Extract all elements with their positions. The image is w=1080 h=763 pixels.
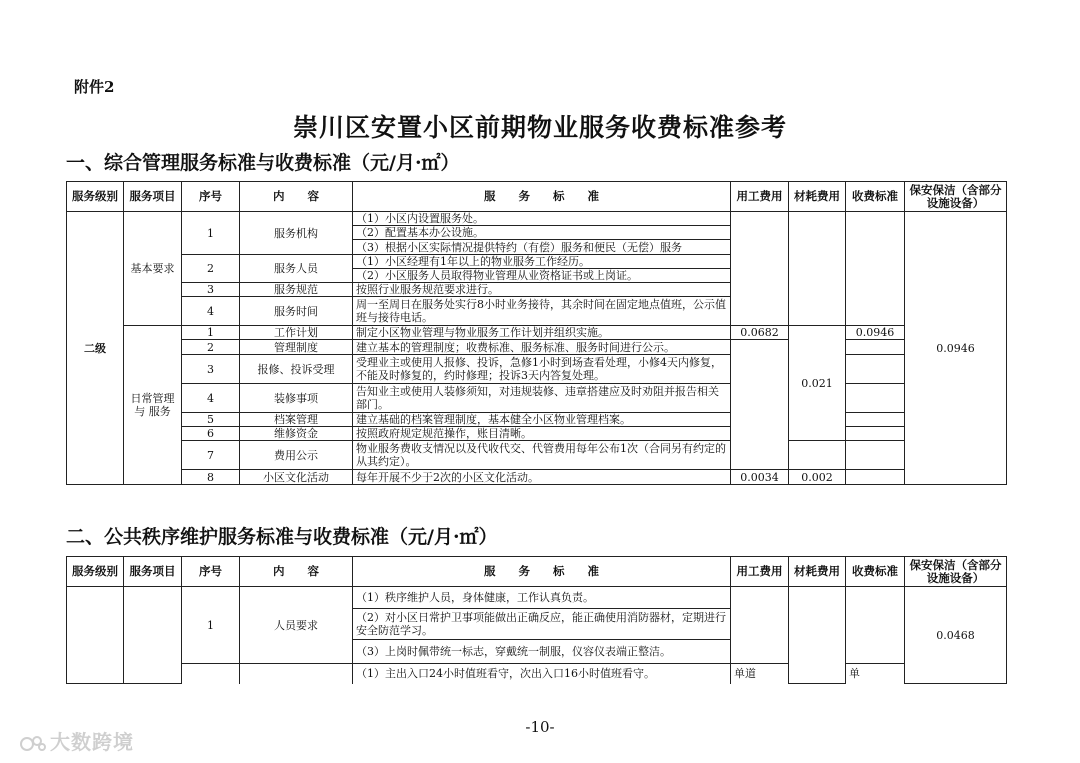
header-labor: 用工费用 bbox=[731, 182, 789, 212]
row-content: 费用公示 bbox=[240, 441, 353, 470]
header-item: 服务项目 bbox=[124, 557, 182, 587]
row-no: 7 bbox=[182, 441, 240, 470]
row-no: 3 bbox=[182, 283, 240, 297]
row-no: 3 bbox=[182, 355, 240, 384]
row-no: 6 bbox=[182, 427, 240, 441]
header-content: 内 容 bbox=[240, 182, 353, 212]
row-no: 1 bbox=[182, 326, 240, 340]
watermark-text: 大数跨境 bbox=[50, 730, 134, 754]
page-number: -10- bbox=[525, 718, 555, 736]
section2-heading: 二、公共秩序维护服务标准与收费标准（元/月·㎡） bbox=[66, 526, 498, 548]
material-fee-culture: 0.002 bbox=[789, 470, 846, 485]
table-row bbox=[67, 441, 1007, 470]
row-no: 5 bbox=[182, 413, 240, 427]
table-row bbox=[67, 470, 1007, 485]
empty-cell bbox=[846, 441, 905, 470]
row-no: 8 bbox=[182, 470, 240, 485]
group-basic: 基本要求 bbox=[124, 212, 182, 326]
row-no: 2 bbox=[182, 255, 240, 283]
row-standard: 物业服务费收支情况以及代收代交、代管费用每年公布1次（合同另有约定的从其约定）。 bbox=[353, 441, 731, 470]
header-standard: 服 务 标 准 bbox=[353, 182, 731, 212]
section1-table bbox=[66, 181, 1007, 485]
header-item: 服务项目 bbox=[124, 182, 182, 212]
header-no: 序号 bbox=[182, 557, 240, 587]
empty-cell bbox=[124, 587, 182, 684]
row-content: 工作计划 bbox=[240, 326, 353, 340]
row-standard: 告知业主或使用人装修须知，对违规装修、违章搭建应及时劝阻并报告相关部门。 bbox=[353, 384, 731, 413]
empty-cell bbox=[846, 212, 905, 326]
watermark bbox=[20, 726, 134, 755]
header-material: 材耗费用 bbox=[789, 557, 846, 587]
table-row bbox=[67, 384, 1007, 413]
empty-cell bbox=[731, 587, 789, 664]
header-level: 服务级别 bbox=[67, 557, 124, 587]
row-content: 档案管理 bbox=[240, 413, 353, 427]
empty-cell bbox=[789, 441, 846, 470]
row-content: 装修事项 bbox=[240, 384, 353, 413]
table-row bbox=[67, 326, 1007, 340]
row-content: 管理制度 bbox=[240, 340, 353, 355]
document-title: 崇川区安置小区前期物业服务收费标准参考 bbox=[292, 113, 787, 142]
header-content: 内 容 bbox=[240, 557, 353, 587]
empty-cell bbox=[846, 384, 905, 413]
row-standard: 按照行业服务规范要求进行。 bbox=[353, 283, 731, 297]
empty-cell bbox=[67, 587, 124, 684]
attachment-label: 附件2 bbox=[74, 78, 115, 96]
row-standard: （1）主出入口24小时值班看守，次出入口16小时值班看守。 bbox=[353, 664, 731, 684]
row-standard: 建立基本的管理制度；收费标准、服务标准、服务时间进行公示。 bbox=[353, 340, 731, 355]
row-standard: 制定小区物业管理与物业服务工作计划并组织实施。 bbox=[353, 326, 731, 340]
empty-cell bbox=[731, 340, 789, 470]
row-no: 4 bbox=[182, 384, 240, 413]
table-row bbox=[67, 664, 1007, 684]
row-no: 1 bbox=[182, 212, 240, 255]
header-charge: 收费标准 bbox=[846, 182, 905, 212]
row-content: 人员要求 bbox=[240, 587, 353, 664]
row-no: 1 bbox=[182, 587, 240, 664]
row-content: 服务规范 bbox=[240, 283, 353, 297]
empty-cell bbox=[846, 413, 905, 427]
security-fee: 0.0468 bbox=[905, 587, 1007, 684]
header-security: 保安保洁（含部分设施设备） bbox=[905, 182, 1007, 212]
row-content: 小区文化活动 bbox=[240, 470, 353, 485]
empty-cell bbox=[846, 355, 905, 384]
row-standard: （1）小区内设置服务处。 bbox=[353, 212, 731, 226]
empty-cell bbox=[182, 664, 240, 684]
row-content: 服务人员 bbox=[240, 255, 353, 283]
row-standard: 受理业主或使用人报修、投诉，急修1小时到场查看处理，小修4天内修复，不能及时修复的，约时修理；投诉3天内答复处理。 bbox=[353, 355, 731, 384]
table-row bbox=[67, 340, 1007, 355]
labor-fee-culture: 0.0034 bbox=[731, 470, 789, 485]
header-standard: 服 务 标 准 bbox=[353, 557, 731, 587]
empty-cell bbox=[731, 212, 789, 326]
material-fee: 0.021 bbox=[789, 326, 846, 441]
row-no: 2 bbox=[182, 340, 240, 355]
row-no: 4 bbox=[182, 297, 240, 326]
header-material: 材耗费用 bbox=[789, 182, 846, 212]
empty-cell bbox=[846, 340, 905, 355]
header-row bbox=[67, 557, 1007, 587]
row-standard: （1）小区经理有1年以上的物业服务工作经历。 bbox=[353, 255, 731, 269]
row-standard: （1）秩序维护人员，身体健康，工作认真负责。 bbox=[353, 587, 731, 609]
header-security: 保安保洁（含部分设施设备） bbox=[905, 557, 1007, 587]
header-row bbox=[67, 182, 1007, 212]
row-standard: 每年开展不少于2次的小区文化活动。 bbox=[353, 470, 731, 485]
table-row bbox=[67, 587, 1007, 609]
section1-heading: 一、综合管理服务标准与收费标准（元/月·㎡） bbox=[66, 152, 460, 174]
row-standard: 建立基础的档案管理制度，基本健全小区物业管理档案。 bbox=[353, 413, 731, 427]
table-row bbox=[67, 413, 1007, 427]
header-level: 服务级别 bbox=[67, 182, 124, 212]
table-row bbox=[67, 355, 1007, 384]
charge-fee: 0.0946 bbox=[846, 326, 905, 340]
row-content: 报修、投诉受理 bbox=[240, 355, 353, 384]
service-level: 二级 bbox=[67, 212, 124, 485]
row-standard: （3）根据小区实际情况提供特约（有偿）服务和便民（无偿）服务 bbox=[353, 240, 731, 255]
empty-cell bbox=[846, 587, 905, 664]
table-row bbox=[67, 212, 1007, 226]
row-standard: 按照政府规定规范操作，账目清晰。 bbox=[353, 427, 731, 441]
row-standard: （2）配置基本办公设施。 bbox=[353, 226, 731, 240]
table-row bbox=[67, 427, 1007, 441]
row-standard: 周一至周日在服务处实行8小时业务接待，其余时间在固定地点值班，公示值班与接待电话。 bbox=[353, 297, 731, 326]
empty-cell bbox=[240, 664, 353, 684]
row-standard: （3）上岗时佩带统一标志，穿戴统一制服，仪容仪表端正整洁。 bbox=[353, 640, 731, 664]
empty-cell bbox=[789, 212, 846, 326]
empty-cell bbox=[846, 427, 905, 441]
section2-table bbox=[66, 556, 1007, 684]
row-content: 服务机构 bbox=[240, 212, 353, 255]
group-daily: 日常管理与 服务 bbox=[124, 326, 182, 485]
row-content: 维修资金 bbox=[240, 427, 353, 441]
watermark-logo-icon bbox=[20, 733, 46, 755]
labor-fee: 单道 bbox=[731, 664, 789, 684]
row-content: 服务时间 bbox=[240, 297, 353, 326]
empty-cell bbox=[846, 470, 905, 485]
security-fee: 0.0946 bbox=[905, 212, 1007, 485]
charge-fee: 单 bbox=[846, 664, 905, 684]
row-standard: （2）对小区日常护卫事项能做出正确反应，能正确使用消防器材，定期进行安全防范学习。 bbox=[353, 609, 731, 640]
header-charge: 收费标准 bbox=[846, 557, 905, 587]
header-no: 序号 bbox=[182, 182, 240, 212]
row-standard: （2）小区服务人员取得物业管理从业资格证书或上岗证。 bbox=[353, 269, 731, 283]
labor-fee: 0.0682 bbox=[731, 326, 789, 340]
header-labor: 用工费用 bbox=[731, 557, 789, 587]
empty-cell bbox=[789, 587, 846, 684]
